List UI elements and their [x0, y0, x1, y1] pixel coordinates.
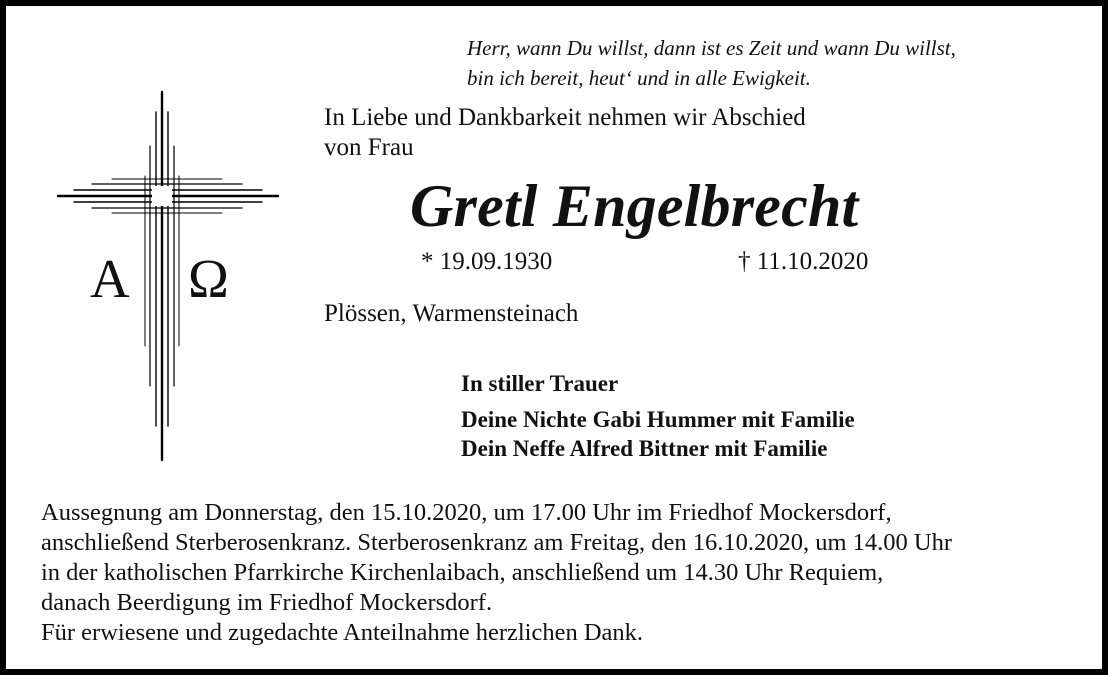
- info-line: in der katholischen Pfarrkirche Kirchenlaibach, anschließend um 14.30 Uhr Requiem,: [41, 559, 884, 586]
- service-information: [41, 498, 952, 648]
- info-line: anschließend Sterberosenkranz. Sterberosenkranz am Freitag, den 16.10.2020, um 14.00 Uhr: [41, 529, 953, 556]
- birth-date: * 19.09.1930: [421, 248, 553, 275]
- verse-line-2: bin ich bereit, heut‘ und in alle Ewigkeit.: [467, 66, 811, 90]
- mourning-heading: In stiller Trauer: [461, 371, 619, 396]
- place-of-residence: Plössen, Warmensteinach: [324, 300, 579, 327]
- info-line: Aussegnung am Donnerstag, den 15.10.2020, um 17.00 Uhr im Friedhof Mockersdorf,: [41, 499, 892, 526]
- alpha-symbol: Α: [90, 248, 130, 309]
- cross-icon: [52, 86, 284, 466]
- verse-line-1: Herr, wann Du willst, dann ist es Zeit und wann Du willst,: [467, 36, 956, 60]
- omega-symbol: Ω: [188, 248, 229, 309]
- intro-line-1: In Liebe und Dankbarkeit nehmen wir Abschied: [324, 104, 806, 131]
- death-date: † 11.10.2020: [738, 248, 869, 275]
- info-line: Für erwiesene und zugedachte Anteilnahme herzlichen Dank.: [41, 619, 644, 646]
- info-line: danach Beerdigung im Friedhof Mockersdorf.: [41, 589, 493, 616]
- mourner-line: Dein Neffe Alfred Bittner mit Familie: [461, 436, 828, 461]
- intro-line-2: von Frau: [324, 134, 414, 161]
- mourner-line: Deine Nichte Gabi Hummer mit Familie: [461, 407, 855, 432]
- deceased-name: Gretl Engelbrecht: [410, 173, 859, 239]
